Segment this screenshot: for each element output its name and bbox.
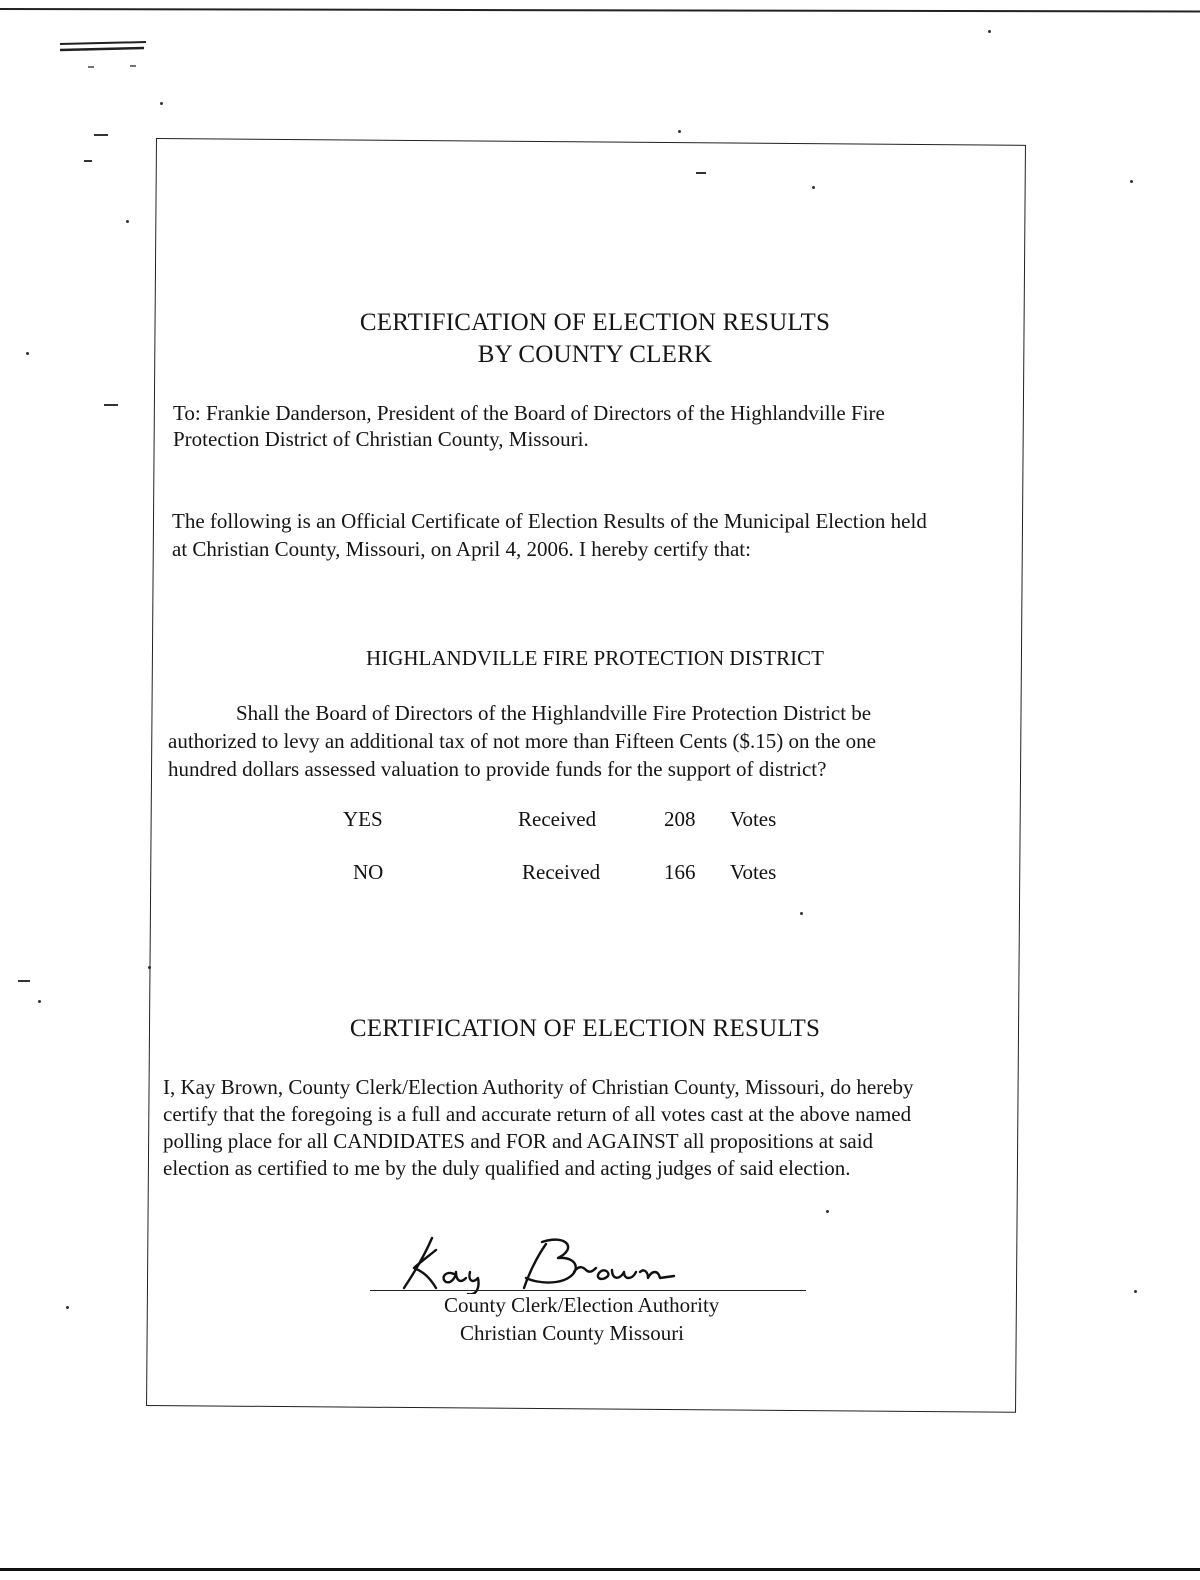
scan-border-top xyxy=(0,8,1200,13)
vote-received-label: Received xyxy=(518,807,597,831)
certification-heading: CERTIFICATION OF ELECTION RESULTS xyxy=(349,1015,821,1042)
vote-count: 208 xyxy=(664,807,696,831)
scan-speck xyxy=(678,130,681,133)
scan-speck xyxy=(988,30,991,33)
scan-dash xyxy=(94,134,108,136)
vote-option: NO xyxy=(353,860,384,884)
certification-line: certify that the foregoing is a full and accurate return of all votes cast at the above named xyxy=(163,1102,912,1126)
certification-line: polling place for all CANDIDATES and FOR and AGAINST all propositions at said xyxy=(163,1129,874,1153)
scan-dash xyxy=(104,404,118,406)
scan-speck xyxy=(126,220,129,223)
vote-received-label: Received xyxy=(522,860,601,884)
fax-header-mark xyxy=(58,40,150,68)
scan-speck xyxy=(66,1306,69,1309)
signatory-county: Christian County Missouri xyxy=(460,1321,685,1345)
addressee-line: To: Frankie Danderson, President of the Board of Directors of the Highlandville Fire xyxy=(173,401,885,425)
certification-line: I, Kay Brown, County Clerk/Election Authority of Christian County, Missouri, do hereby xyxy=(163,1075,914,1099)
scan-speck xyxy=(26,352,29,355)
handwritten-signature xyxy=(396,1232,686,1294)
vote-result-row xyxy=(0,859,1200,887)
vote-unit: Votes xyxy=(730,807,777,831)
document-subtitle: BY COUNTY CLERK xyxy=(477,341,713,368)
ballot-question-line: Shall the Board of Directors of the Highlandville Fire Protection District be xyxy=(236,701,872,725)
scan-speck xyxy=(38,1000,41,1003)
certification-line: election as certified to me by the duly qualified and acting judges of said election. xyxy=(163,1156,851,1180)
intro-line: at Christian County, Missouri, on April 4, 2006. I hereby certify that: xyxy=(172,537,751,561)
addressee-line: Protection District of Christian County, Missouri. xyxy=(173,427,589,451)
signature-line xyxy=(370,1290,806,1291)
vote-option: YES xyxy=(343,807,383,831)
ballot-question-line: hundred dollars assessed valuation to provide funds for the support of district? xyxy=(168,757,827,781)
scan-speck xyxy=(160,102,163,105)
vote-result-row xyxy=(0,806,1200,834)
scan-border-bottom xyxy=(0,1568,1200,1571)
scan-speck xyxy=(1134,1290,1137,1293)
vote-count: 166 xyxy=(664,860,696,884)
scan-dash xyxy=(84,160,92,162)
signatory-title: County Clerk/Election Authority xyxy=(444,1293,720,1317)
document-title: CERTIFICATION OF ELECTION RESULTS xyxy=(359,309,831,336)
intro-line: The following is an Official Certificate of Election Results of the Municipal Election held xyxy=(172,509,927,533)
vote-unit: Votes xyxy=(730,860,777,884)
scan-dash xyxy=(18,980,30,982)
scan-speck xyxy=(1130,180,1133,183)
district-heading: HIGHLANDVILLE FIRE PROTECTION DISTRICT xyxy=(366,646,824,670)
ballot-question-line: authorized to levy an additional tax of not more than Fifteen Cents ($.15) on the one xyxy=(168,729,876,753)
